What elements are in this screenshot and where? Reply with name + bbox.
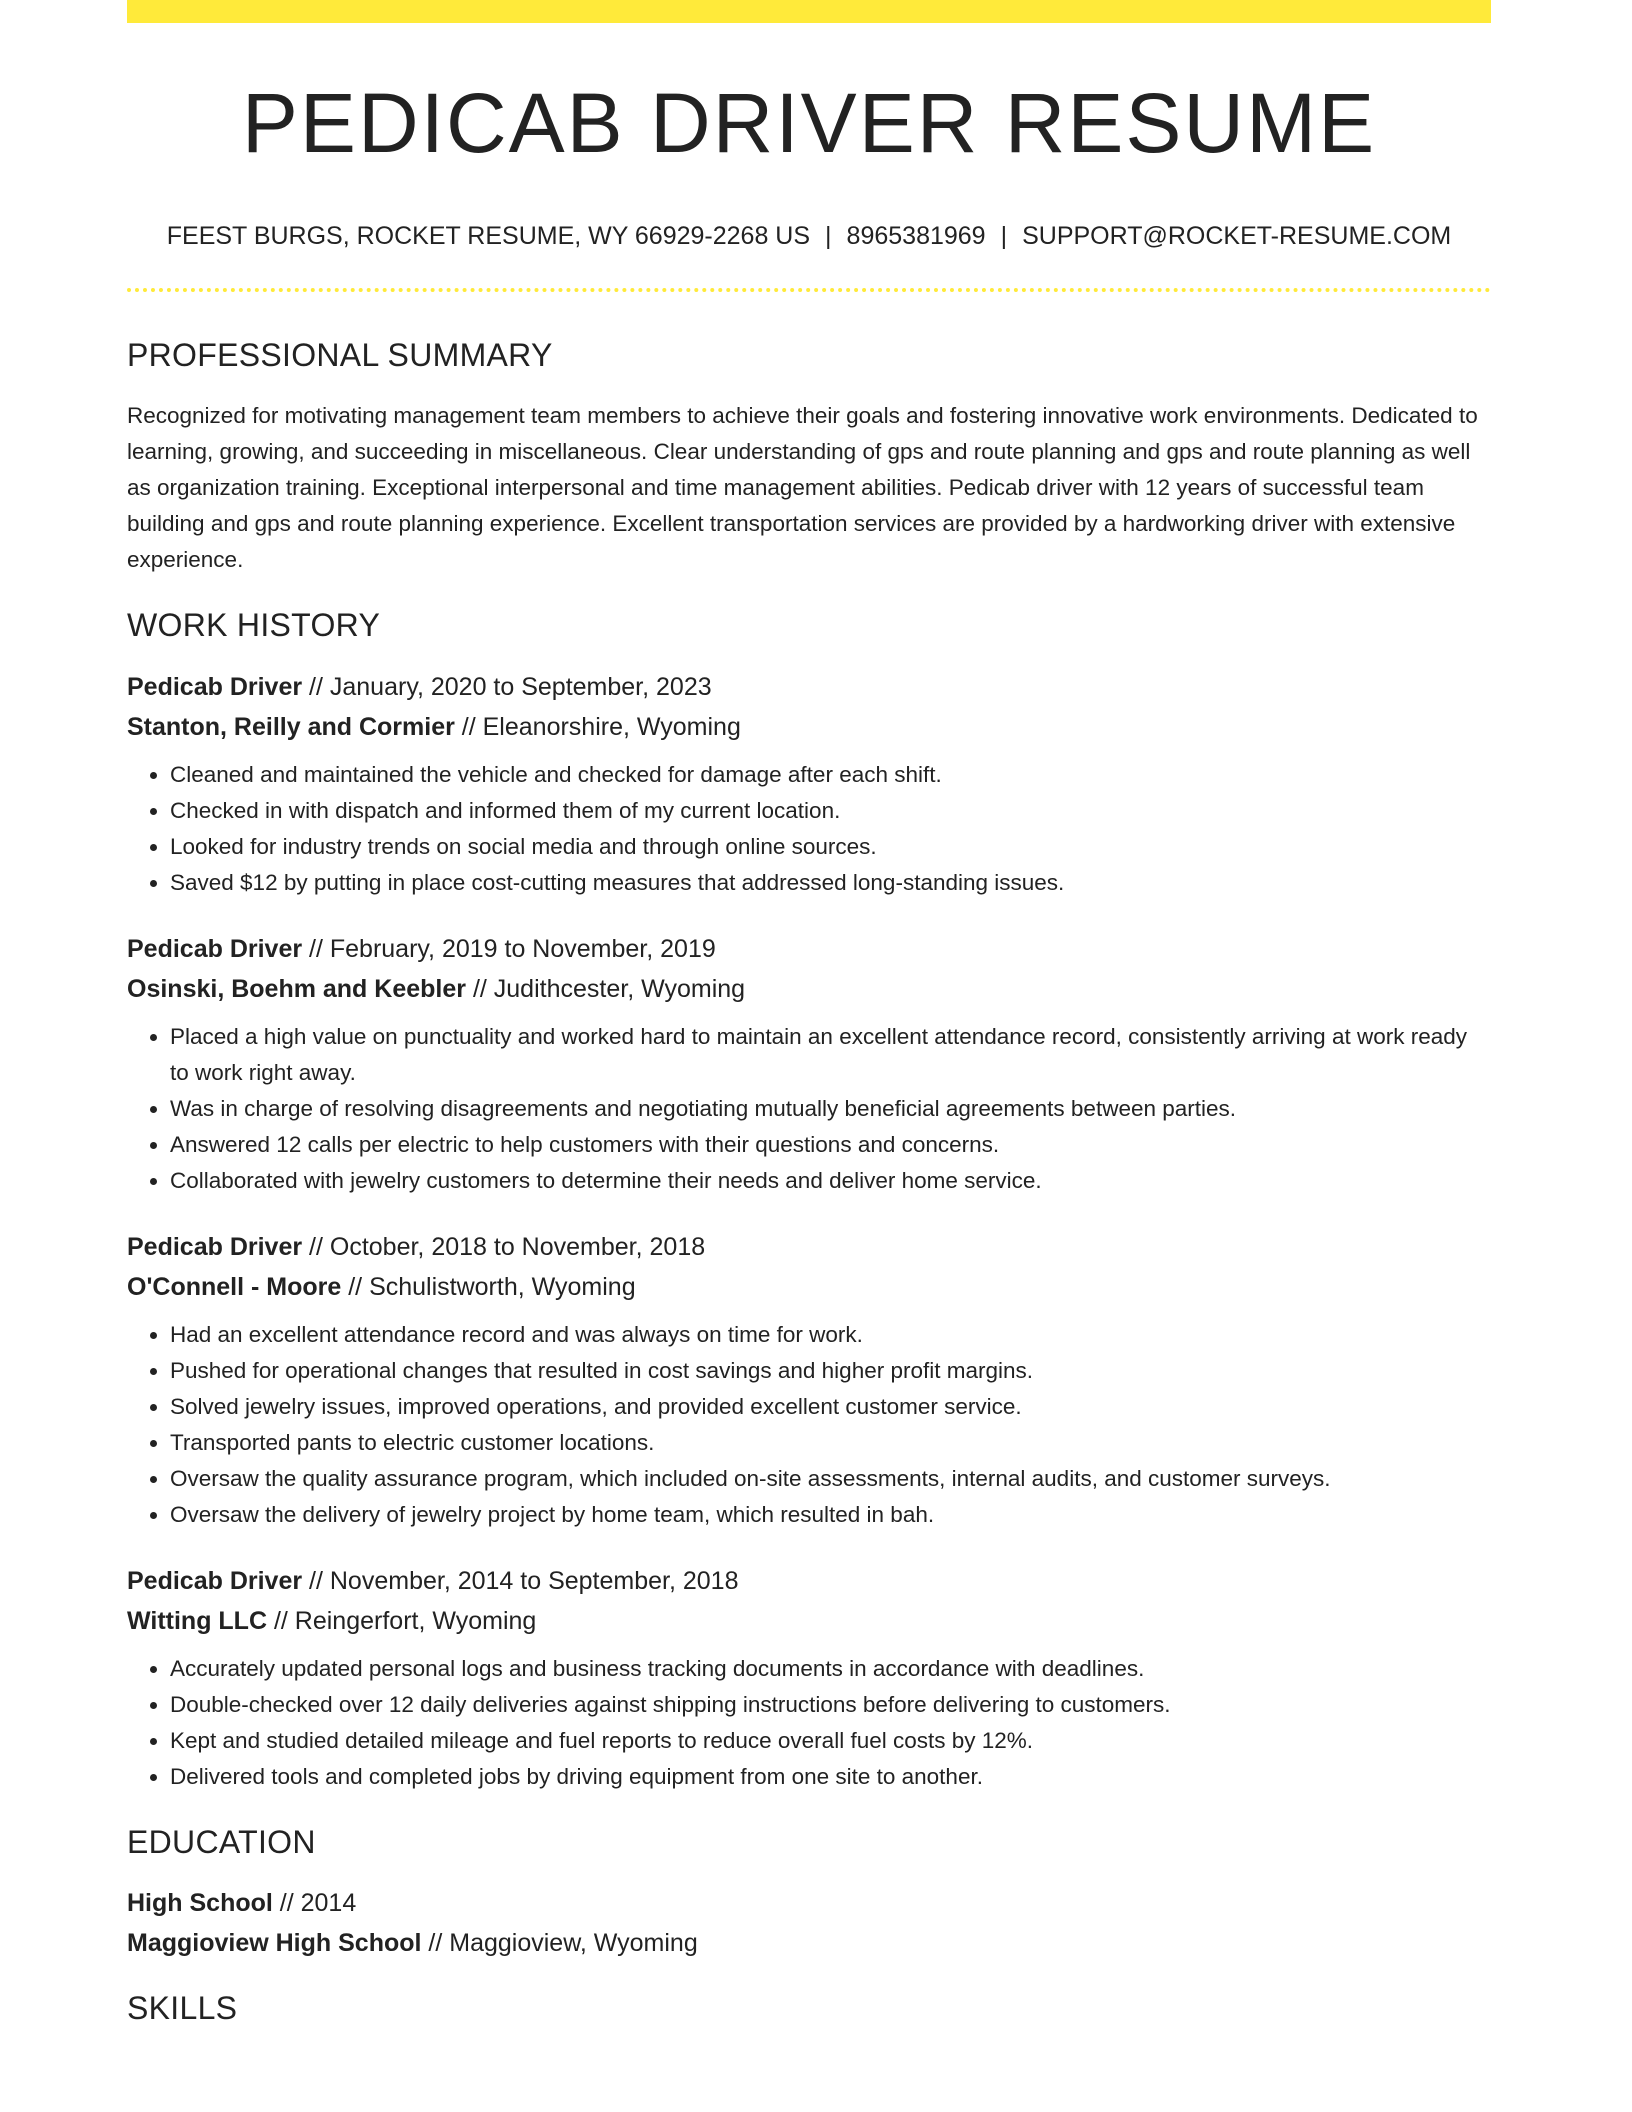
job-title: Pedicab Driver: [127, 1232, 303, 1261]
job-bullet: • Answered 12 calls per electric to help customers with their questions and concerns.: [170, 1127, 1491, 1163]
education-heading: EDUCATION: [127, 1823, 316, 1860]
job-bullets: [127, 1651, 1491, 1795]
skills-heading: SKILLS: [127, 1990, 238, 2027]
job-bullet: • Oversaw the quality assurance program, which included on-site assessments, internal audits, and customer surveys.: [170, 1461, 1491, 1497]
job-title: Pedicab Driver: [127, 672, 303, 701]
job-bullet: • Pushed for operational changes that resulted in cost savings and higher profit margins.: [170, 1353, 1491, 1389]
contact-separator: |: [825, 222, 832, 250]
job-company: O'Connell - Moore: [127, 1272, 342, 1301]
work-history-heading: WORK HISTORY: [127, 607, 381, 644]
job-company: Witting LLC: [127, 1606, 268, 1635]
job-bullet: • Saved $12 by putting in place cost-cutting measures that addressed long-standing issues.: [170, 865, 1491, 901]
job-bullet: • Oversaw the delivery of jewelry project by home team, which resulted in bah.: [170, 1497, 1491, 1533]
job-bullet: • Looked for industry trends on social media and through online sources.: [170, 829, 1491, 865]
job-title-line: [127, 1561, 1491, 1601]
job-title-line: [127, 929, 1491, 969]
job-bullet: • Transported pants to electric customer locations.: [170, 1425, 1491, 1461]
job-bullet: • Double-checked over 12 daily deliveries against shipping instructions before delivering to customers.: [170, 1687, 1491, 1723]
education-school-line: [127, 1923, 1491, 1963]
job-title-line: [127, 1227, 1491, 1267]
job-bullet: • Checked in with dispatch and informed them of my current location.: [170, 793, 1491, 829]
job-bullets: [127, 757, 1491, 901]
job-dates: // January, 2020 to September, 2023: [302, 672, 712, 701]
job-company-line: [127, 1267, 1491, 1307]
job-location: // Reingerfort, Wyoming: [267, 1606, 537, 1635]
resume-page: [127, 0, 1491, 2028]
job-bullets: [127, 1317, 1491, 1533]
job-location: // Judithcester, Wyoming: [466, 974, 746, 1003]
job-title-line: [127, 667, 1491, 707]
job-company-line: [127, 1601, 1491, 1641]
job-bullet: • Solved jewelry issues, improved operations, and provided excellent customer service.: [170, 1389, 1491, 1425]
top-accent-bar: [127, 0, 1491, 23]
contact-line: [127, 221, 1491, 251]
work-history-list: [127, 667, 1491, 1795]
summary-text: Recognized for motivating management team members to achieve their goals and fostering innovative work environments. Dedicated to learning, growing, and succeeding in miscellaneous. Clear understanding of gps and route planning and gps and route planning as well as organization training. Exceptional interpersonal and time management abilities. Pedicab driver with 12 years of successful team building and gps and route planning experience. Excellent transportation services are provided by a hardworking driver with extensive experience.: [127, 403, 1478, 573]
contact-separator: |: [1000, 222, 1008, 250]
job-dates: // November, 2014 to September, 2018: [302, 1566, 739, 1595]
job-bullet: • Accurately updated personal logs and business tracking documents in accordance with deadlines.: [170, 1651, 1491, 1687]
education-school: Maggioview High School: [127, 1929, 422, 1958]
resume-title: PEDICAB DRIVER RESUME: [241, 76, 1377, 170]
summary-heading: PROFESSIONAL SUMMARY: [127, 337, 553, 373]
job-bullet: • Placed a high value on punctuality and worked hard to maintain an excellent attendance record, consistently arriving at work ready to work right away.: [170, 1019, 1491, 1091]
job-dates: // February, 2019 to November, 2019: [302, 934, 716, 963]
education-year: // 2014: [272, 1889, 357, 1918]
job-title: Pedicab Driver: [127, 1566, 303, 1595]
job-entry: [127, 1561, 1491, 1795]
contact-phone: 8965381969: [846, 222, 986, 250]
job-dates: // October, 2018 to November, 2018: [302, 1232, 706, 1261]
job-title: Pedicab Driver: [127, 934, 303, 963]
job-entry: [127, 929, 1491, 1199]
job-bullet: • Delivered tools and completed jobs by driving equipment from one site to another.: [170, 1759, 1491, 1795]
job-location: // Eleanorshire, Wyoming: [454, 712, 741, 741]
job-bullet: • Had an excellent attendance record and was always on time for work.: [170, 1317, 1491, 1353]
contact-email: SUPPORT@ROCKET-RESUME.COM: [1022, 222, 1452, 250]
job-company-line: [127, 969, 1491, 1009]
education-degree-line: [127, 1883, 1491, 1923]
job-entry: [127, 1227, 1491, 1533]
job-entry: [127, 667, 1491, 901]
job-bullet: • Kept and studied detailed mileage and fuel reports to reduce overall fuel costs by 12%.: [170, 1723, 1491, 1759]
job-bullet: • Cleaned and maintained the vehicle and checked for damage after each shift.: [170, 757, 1491, 793]
job-bullet: • Was in charge of resolving disagreements and negotiating mutually beneficial agreements between parties.: [170, 1091, 1491, 1127]
education-entry: [127, 1883, 1491, 1963]
education-degree: High School: [127, 1889, 273, 1918]
education-location: // Maggioview, Wyoming: [421, 1929, 698, 1958]
contact-address: FEEST BURGS, ROCKET RESUME, WY 66929-2268 US: [166, 222, 811, 250]
dotted-divider: [127, 288, 1491, 292]
job-company: Osinski, Boehm and Keebler: [127, 974, 466, 1003]
job-company: Stanton, Reilly and Cormier: [127, 712, 455, 741]
job-location: // Schulistworth, Wyoming: [341, 1272, 636, 1301]
job-bullets: [127, 1019, 1491, 1199]
job-company-line: [127, 707, 1491, 747]
job-bullet: • Collaborated with jewelry customers to determine their needs and deliver home service.: [170, 1163, 1491, 1199]
